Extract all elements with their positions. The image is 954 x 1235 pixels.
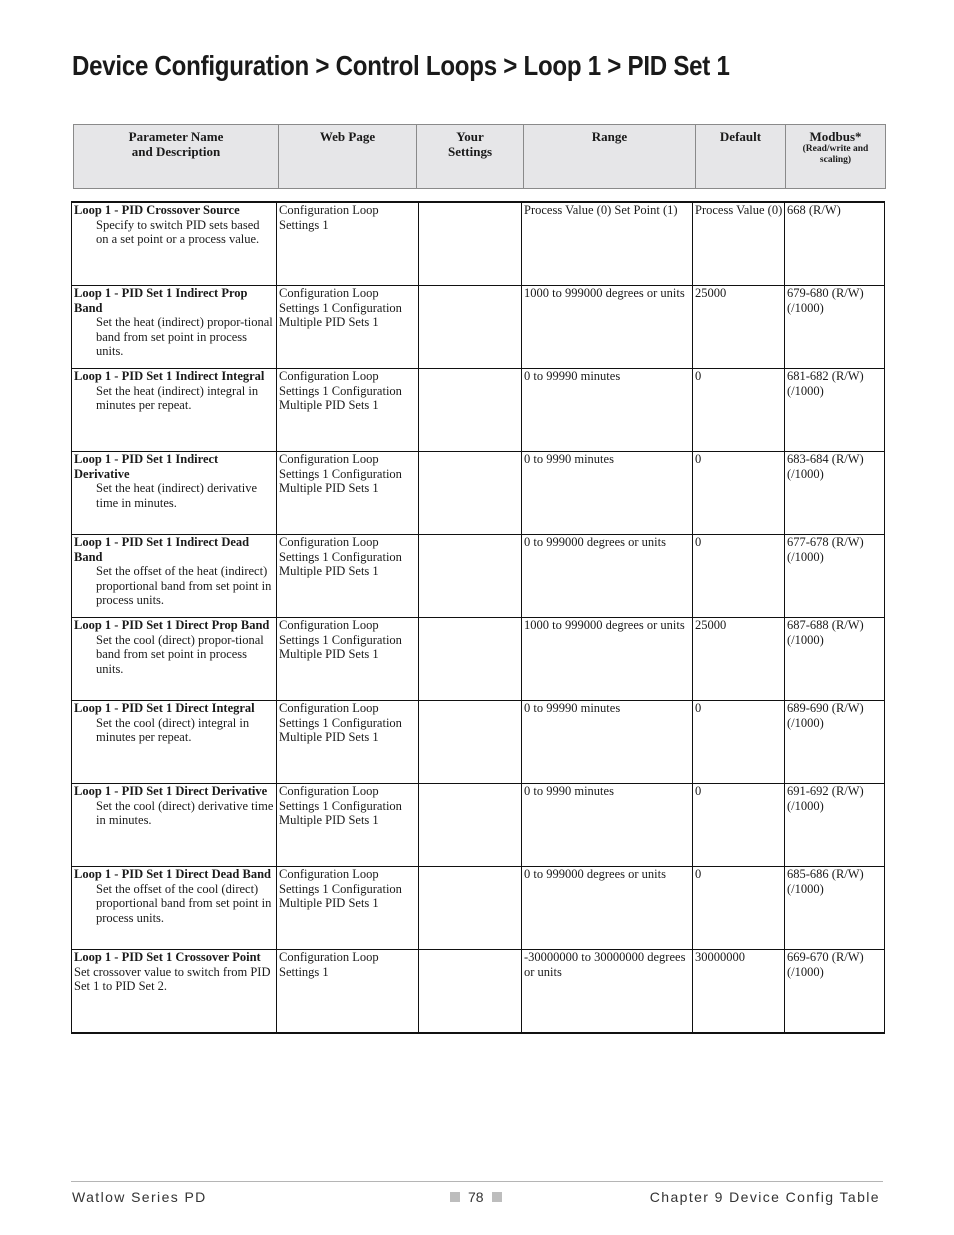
table-row <box>72 286 885 369</box>
your-settings-cell <box>419 286 522 369</box>
your-settings-cell <box>419 701 522 784</box>
web-page-cell: Configuration Loop Settings 1 Configuration Multiple PID Sets 1 <box>277 369 419 452</box>
parameter-description: Set the offset of the heat (indirect) proportional band from set point in process units. <box>96 564 272 607</box>
default-cell: 0 <box>693 369 785 452</box>
range-cell: -30000000 to 30000000 degrees or units <box>522 950 693 1034</box>
parameter-cell <box>72 452 277 535</box>
your-settings-cell <box>419 618 522 701</box>
your-settings-cell <box>419 202 522 286</box>
table-row <box>72 452 885 535</box>
modbus-cell: 683-684 (R/W) (/1000) <box>785 452 885 535</box>
parameter-name: Loop 1 - PID Set 1 Direct Integral <box>74 701 255 715</box>
modbus-cell: 689-690 (R/W) (/1000) <box>785 701 885 784</box>
parameter-name: Loop 1 - PID Crossover Source <box>74 203 240 217</box>
web-page-cell: Configuration Loop Settings 1 Configuration Multiple PID Sets 1 <box>277 867 419 950</box>
table-row <box>72 202 885 286</box>
parameter-description: Set crossover value to switch from PID Set 1 to PID Set 2. <box>74 964 271 993</box>
parameter-description: Set the heat (indirect) integral in minutes per repeat. <box>96 383 259 412</box>
header-default: Default <box>696 125 786 189</box>
default-cell: 30000000 <box>693 950 785 1034</box>
table-row <box>72 535 885 618</box>
square-bullet-icon <box>450 1192 460 1202</box>
range-cell: 0 to 99990 minutes <box>522 701 693 784</box>
parameter-description: Set the cool (direct) propor-tional band from set point in process units. <box>96 632 264 676</box>
web-page-cell: Configuration Loop Settings 1 Configuration Multiple PID Sets 1 <box>277 535 419 618</box>
modbus-cell: 691-692 (R/W) (/1000) <box>785 784 885 867</box>
default-cell: 0 <box>693 701 785 784</box>
default-cell: Process Value (0) <box>693 202 785 286</box>
default-cell: 25000 <box>693 618 785 701</box>
web-page-cell: Configuration Loop Settings 1 <box>277 202 419 286</box>
modbus-cell: 681-682 (R/W) (/1000) <box>785 369 885 452</box>
modbus-cell: 685-686 (R/W) (/1000) <box>785 867 885 950</box>
modbus-cell: 677-678 (R/W) (/1000) <box>785 535 885 618</box>
parameter-name: Loop 1 - PID Set 1 Direct Prop Band <box>74 618 270 632</box>
parameter-name: Loop 1 - PID Set 1 Indirect Derivative <box>74 452 219 481</box>
range-cell: 0 to 9990 minutes <box>522 452 693 535</box>
parameter-name: Loop 1 - PID Set 1 Indirect Prop Band <box>74 286 248 315</box>
web-page-cell: Configuration Loop Settings 1 Configuration Multiple PID Sets 1 <box>277 286 419 369</box>
header-web-page: Web Page <box>279 125 417 189</box>
parameter-cell <box>72 950 277 1034</box>
column-header-table <box>73 124 886 189</box>
web-page-cell: Configuration Loop Settings 1 Configuration Multiple PID Sets 1 <box>277 618 419 701</box>
parameter-cell <box>72 618 277 701</box>
default-cell: 0 <box>693 784 785 867</box>
table-row <box>72 950 885 1034</box>
parameter-description: Set the heat (indirect) derivative time in minutes. <box>96 481 258 510</box>
parameter-cell <box>72 867 277 950</box>
header-range: Range <box>524 125 696 189</box>
your-settings-cell <box>419 535 522 618</box>
web-page-cell: Configuration Loop Settings 1 <box>277 950 419 1034</box>
modbus-cell: 679-680 (R/W) (/1000) <box>785 286 885 369</box>
footer-product: Watlow Series PD <box>72 1189 207 1205</box>
web-page-cell: Configuration Loop Settings 1 Configuration Multiple PID Sets 1 <box>277 452 419 535</box>
default-cell: 0 <box>693 535 785 618</box>
your-settings-cell <box>419 784 522 867</box>
your-settings-cell <box>419 950 522 1034</box>
header-parameter: Parameter Name and Description <box>74 125 279 189</box>
default-cell: 25000 <box>693 286 785 369</box>
footer-divider <box>71 1181 883 1182</box>
table-row <box>72 867 885 950</box>
web-page-cell: Configuration Loop Settings 1 Configuration Multiple PID Sets 1 <box>277 784 419 867</box>
parameter-description: Specify to switch PID sets based on a set point or a process value. <box>96 217 260 246</box>
web-page-cell: Configuration Loop Settings 1 Configuration Multiple PID Sets 1 <box>277 701 419 784</box>
table-row <box>72 618 885 701</box>
parameter-description: Set the offset of the cool (direct) proportional band from set point in process units. <box>96 881 272 925</box>
range-cell: 0 to 9990 minutes <box>522 784 693 867</box>
header-your-settings: Your Settings <box>417 125 524 189</box>
parameter-cell <box>72 286 277 369</box>
parameter-cell <box>72 535 277 618</box>
page-title: Device Configuration > Control Loops > Loop 1 > PID Set 1 <box>72 50 730 81</box>
table-row <box>72 784 885 867</box>
table-row <box>72 701 885 784</box>
table-row <box>72 369 885 452</box>
parameter-description: Set the cool (direct) derivative time in minutes. <box>96 798 274 827</box>
your-settings-cell <box>419 369 522 452</box>
modbus-cell: 668 (R/W) <box>785 202 885 286</box>
range-cell: 0 to 99990 minutes <box>522 369 693 452</box>
parameter-name: Loop 1 - PID Set 1 Crossover Point <box>74 950 261 964</box>
parameter-cell <box>72 369 277 452</box>
footer-chapter: Chapter 9 Device Config Table <box>649 1189 880 1205</box>
page-number: 78 <box>468 1189 484 1205</box>
parameter-name: Loop 1 - PID Set 1 Indirect Integral <box>74 369 265 383</box>
your-settings-cell <box>419 452 522 535</box>
parameter-cell <box>72 701 277 784</box>
default-cell: 0 <box>693 867 785 950</box>
range-cell: 0 to 999000 degrees or units <box>522 867 693 950</box>
range-cell: 0 to 999000 degrees or units <box>522 535 693 618</box>
parameter-description: Set the cool (direct) integral in minutes per repeat. <box>96 715 250 744</box>
default-cell: 0 <box>693 452 785 535</box>
modbus-cell: 687-688 (R/W) (/1000) <box>785 618 885 701</box>
range-cell: 1000 to 999000 degrees or units <box>522 618 693 701</box>
range-cell: 1000 to 999000 degrees or units <box>522 286 693 369</box>
your-settings-cell <box>419 867 522 950</box>
parameter-table <box>71 201 885 1034</box>
footer-page <box>450 1189 502 1205</box>
modbus-cell: 669-670 (R/W) (/1000) <box>785 950 885 1034</box>
parameter-name: Loop 1 - PID Set 1 Direct Derivative <box>74 784 268 798</box>
parameter-cell <box>72 784 277 867</box>
parameter-name: Loop 1 - PID Set 1 Direct Dead Band <box>74 867 271 881</box>
header-modbus: Modbus* (Read/write and scaling) <box>786 125 886 189</box>
parameter-name: Loop 1 - PID Set 1 Indirect Dead Band <box>74 535 250 564</box>
parameter-cell <box>72 202 277 286</box>
square-bullet-icon <box>492 1192 502 1202</box>
range-cell: Process Value (0) Set Point (1) <box>522 202 693 286</box>
parameter-description: Set the heat (indirect) propor-tional band from set point in process units. <box>96 315 273 358</box>
